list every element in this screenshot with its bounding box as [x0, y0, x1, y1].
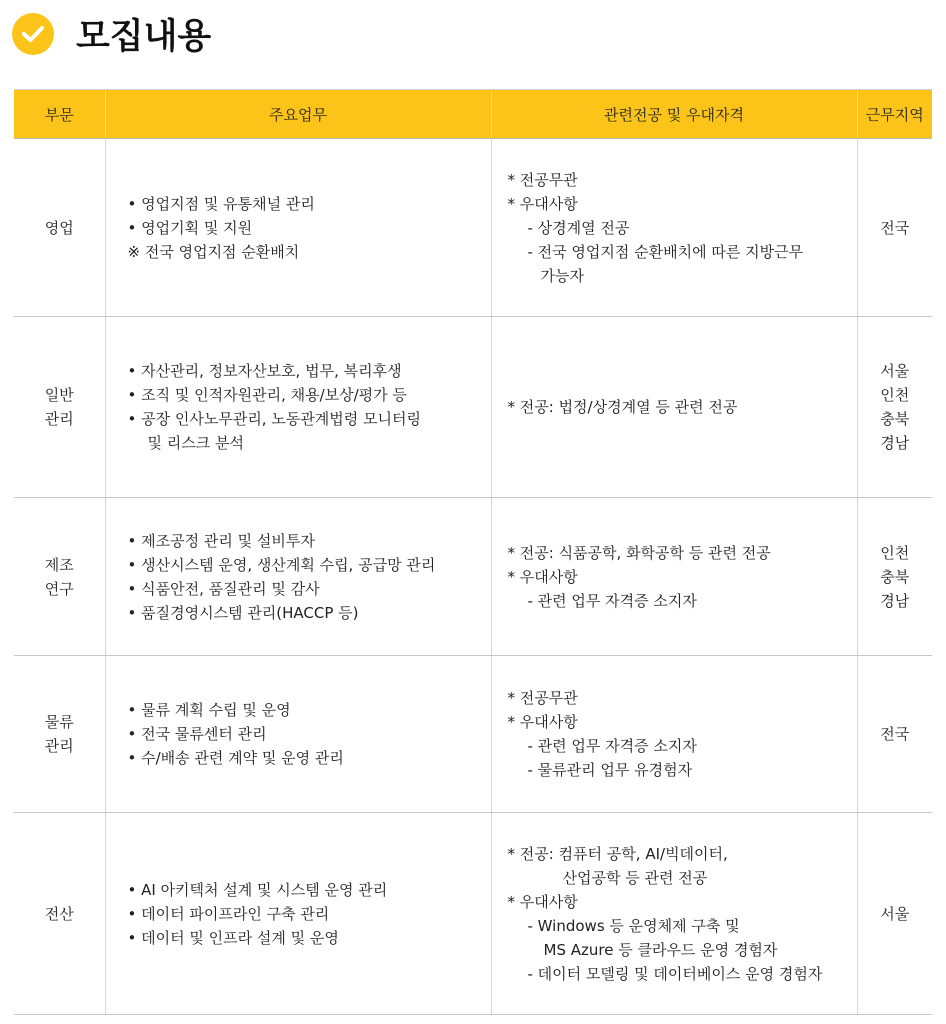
major-cell: [491, 813, 857, 1015]
duty-item: 및 리스크 분석: [147, 434, 244, 452]
major-cell: [491, 656, 857, 813]
recruitment-table: [14, 89, 932, 1015]
region-cell: [857, 656, 932, 813]
duty-item: • 생산시스템 운영, 생산계획 수립, 공급망 관리: [127, 555, 436, 574]
table-row: [14, 656, 932, 813]
header-region: 근무지역: [857, 90, 932, 139]
duty-item: • 공장 인사노무관리, 노동관계법령 모니터링: [127, 410, 422, 428]
table-row: [14, 813, 932, 1015]
header-dept: 부문: [14, 90, 105, 139]
duty-item: • 데이터 및 인프라 설계 및 운영: [127, 928, 339, 947]
major-cell: [491, 317, 857, 498]
major-item: - 데이터 모델링 및 데이터베이스 운영 경험자: [527, 964, 823, 983]
major-item: * 우대사항: [507, 194, 578, 213]
major-item: 산업공학 등 관련 전공: [562, 868, 708, 887]
dept-cell: [14, 139, 105, 317]
dept-cell: [14, 656, 105, 813]
dept-label: 제조: [44, 555, 74, 574]
region-label: 충북: [880, 567, 910, 586]
major-item: * 전공무관: [507, 170, 578, 189]
table-row: [14, 498, 932, 656]
duty-item: • 제조공정 관리 및 설비투자: [127, 531, 315, 550]
major-item: - 관련 업무 자격증 소지자: [527, 591, 697, 610]
major-item: 가능자: [540, 266, 584, 285]
region-label: 서울: [880, 362, 910, 380]
major-item: * 전공: 식품공학, 화학공학 등 관련 전공: [507, 543, 771, 562]
header-majors: 관련전공 및 우대자격: [491, 90, 857, 139]
duty-item: • 영업기획 및 지원: [127, 218, 253, 237]
dept-label: 영업: [44, 218, 74, 237]
page-title: 모집내용: [76, 17, 212, 57]
region-label: 전국: [880, 725, 910, 743]
region-label: 인천: [880, 543, 910, 562]
duty-item: • 데이터 파이프라인 구축 관리: [127, 904, 330, 923]
duty-item: • 영업지점 및 유통채널 관리: [127, 194, 315, 213]
dept-cell: [14, 498, 105, 656]
region-label: 경남: [880, 591, 910, 610]
dept-label: 전산: [44, 904, 74, 923]
duty-item: • 물류 계획 수립 및 운영: [127, 701, 291, 719]
table-row: [14, 317, 932, 498]
table-header-row: [14, 90, 932, 139]
dept-label: 물류: [44, 713, 74, 731]
duties-cell: [105, 813, 491, 1015]
major-item: MS Azure 등 클라우드 운영 경험자: [543, 940, 778, 959]
region-cell: [857, 498, 932, 656]
region-label: 서울: [880, 904, 910, 923]
section-header: [12, 8, 211, 60]
region-cell: [857, 813, 932, 1015]
duties-cell: [105, 139, 491, 317]
dept-label: 관리: [44, 410, 74, 428]
major-item: - 전국 영업지점 순환배치에 따른 지방근무: [527, 242, 804, 261]
dept-cell: [14, 813, 105, 1015]
major-item: - 관련 업무 자격증 소지자: [527, 737, 697, 755]
major-cell: [491, 139, 857, 317]
duties-cell: [105, 498, 491, 656]
major-item: - 상경계열 전공: [527, 218, 630, 237]
major-item: * 전공: 법정/상경계열 등 관련 전공: [507, 398, 738, 416]
region-cell: [857, 139, 932, 317]
region-label: 전국: [880, 218, 910, 237]
check-circle-icon: [12, 13, 54, 55]
duties-cell: [105, 656, 491, 813]
duty-item: • 자산관리, 정보자산보호, 법무, 복리후생: [127, 362, 402, 380]
region-label: 인천: [880, 386, 910, 404]
dept-cell: [14, 317, 105, 498]
major-item: - 물류관리 업무 유경험자: [527, 761, 693, 779]
major-item: * 전공무관: [507, 689, 578, 707]
duty-item: • 조직 및 인적자원관리, 채용/보상/평가 등: [127, 386, 407, 404]
major-item: * 우대사항: [507, 892, 578, 911]
duty-item: • AI 아키텍처 설계 및 시스템 운영 관리: [127, 880, 388, 899]
major-item: * 전공: 컴퓨터 공학, AI/빅데이터,: [507, 844, 728, 863]
duties-cell: [105, 317, 491, 498]
dept-label: 관리: [44, 737, 74, 755]
dept-label: 일반: [44, 386, 74, 404]
dept-label: 연구: [44, 579, 74, 598]
major-item: * 우대사항: [507, 713, 578, 731]
major-item: * 우대사항: [507, 567, 578, 586]
header-duties: 주요업무: [105, 90, 491, 139]
major-item: - Windows 등 운영체제 구축 및: [527, 916, 740, 935]
duty-item: • 전국 물류센터 관리: [127, 725, 267, 743]
major-cell: [491, 498, 857, 656]
duty-item: ※ 전국 영업지점 순환배치: [127, 242, 300, 261]
duty-item: • 식품안전, 품질관리 및 감사: [127, 579, 320, 598]
duty-item: • 품질경영시스템 관리(HACCP 등): [127, 603, 359, 622]
duty-item: • 수/배송 관련 계약 및 운영 관리: [127, 749, 344, 767]
region-label: 충북: [880, 410, 910, 428]
region-label: 경남: [880, 434, 910, 452]
region-cell: [857, 317, 932, 498]
table-row: [14, 139, 932, 317]
